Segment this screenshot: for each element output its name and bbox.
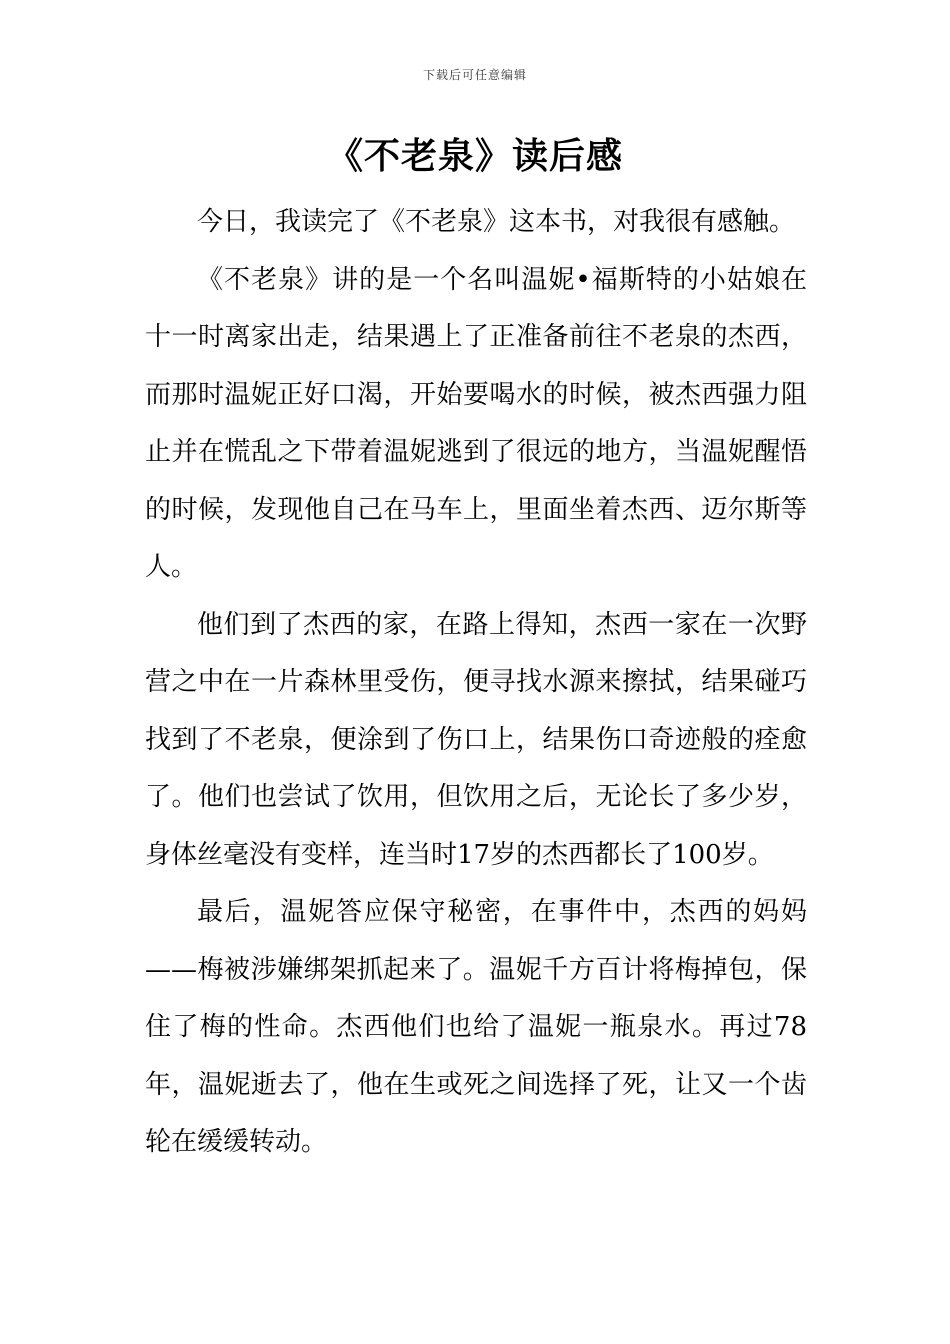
page-header-note: 下载后可任意编辑 [422, 68, 527, 82]
paragraph-story-summary: 《不老泉》讲的是一个名叫温妮•福斯特的小姑娘在十一时离家出走，结果遇上了正准备前往不老泉的杰西，而那时温妮正好口渴，开始要喝水的时候，被杰西强力阻止并在慌乱之下带着温妮逃到了很远的地方，当温妮醒悟的时候，发现他自己在马车上，里面坐着杰西、迈尔斯等人。 [145, 264, 807, 582]
paragraph-ending: 最后，温妮答应保守秘密，在事件中，杰西的妈妈——梅被涉嫌绑架抓起来了。温妮千方百计将梅掉包，保住了梅的性命。杰西他们也给了温妮一瓶泉水。再过78年，温妮逝去了，他在生或死之间选择了死，让又一个齿轮在缓缓转动。 [145, 897, 807, 1157]
paragraph-spring-origin: 他们到了杰西的家，在路上得知，杰西一家在一次野营之中在一片森林里受伤，便寻找水源来擦拭，结果碰巧找到了不老泉，便涂到了伤口上，结果伤口奇迹般的痊愈了。他们也尝试了饮用，但饮用之后，无论长了多少岁，身体丝毫没有变样，连当时17岁的杰西都长了100岁。 [145, 609, 807, 870]
paragraph-intro: 今日，我读完了《不老泉》这本书，对我很有感触。 [197, 207, 796, 237]
document-title: 《不老泉》读后感 [326, 136, 623, 177]
document-body [145, 194, 807, 1172]
